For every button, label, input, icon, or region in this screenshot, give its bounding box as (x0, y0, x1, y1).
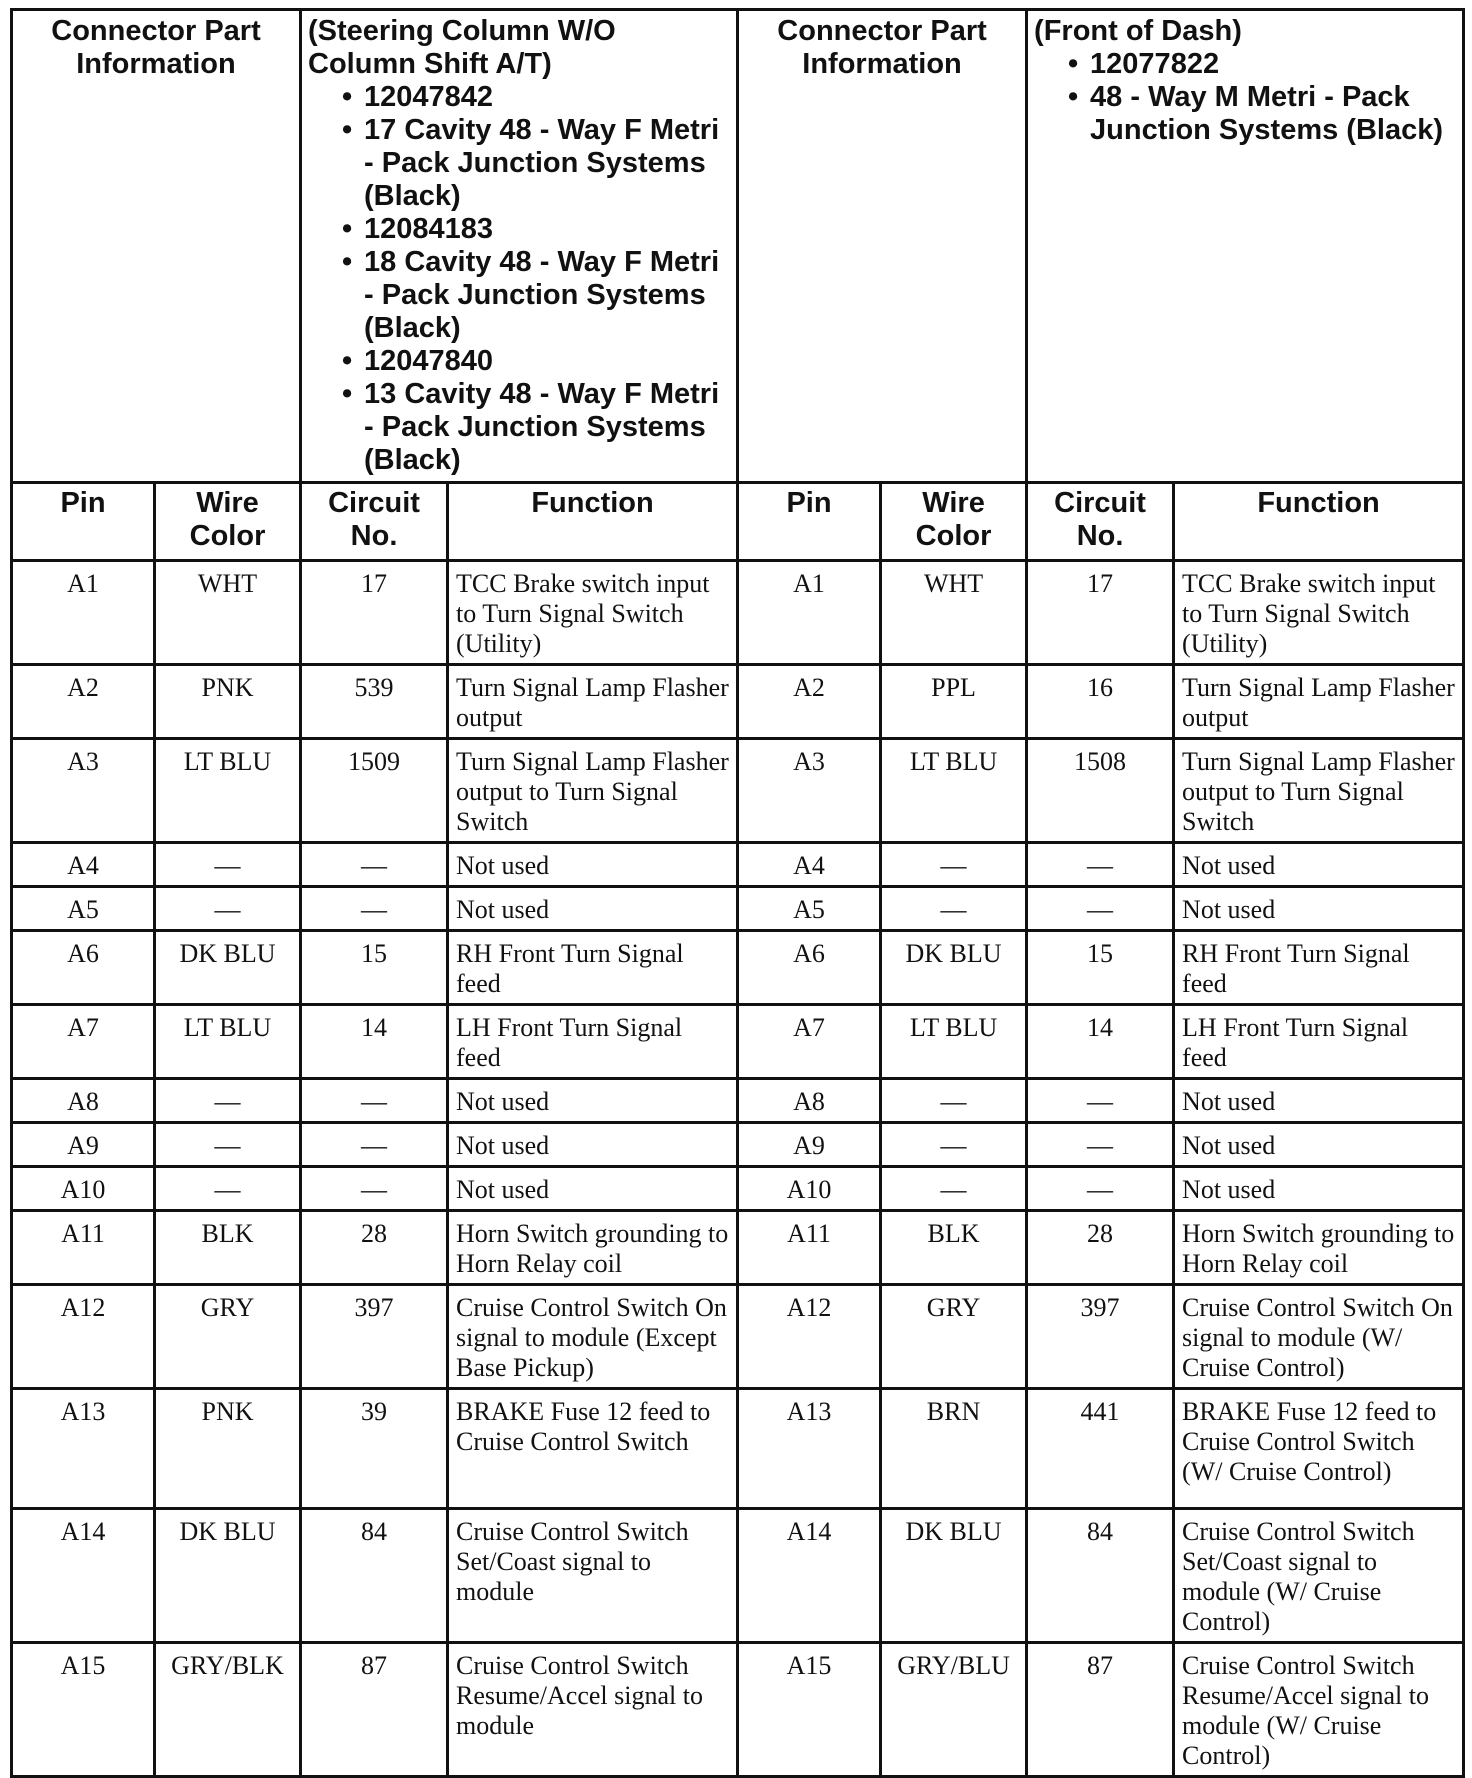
left-circuit-cell: 87 (301, 1643, 448, 1777)
right-function-cell: TCC Brake switch input to Turn Signal Switch (Utility) (1174, 561, 1464, 665)
left-part-item: • 18 Cavity 48 - Way F Metri - Pack Junction Systems (Black) (308, 246, 730, 345)
right-wire-color-cell: — (881, 887, 1027, 931)
right-pin-cell: A15 (738, 1643, 881, 1777)
right-circuit-cell: 441 (1027, 1389, 1174, 1509)
left-part-item: • 12047840 (308, 345, 730, 378)
right-circuit-cell: — (1027, 887, 1174, 931)
left-wire-color-cell: — (155, 1167, 301, 1211)
right-wire-color-cell: BLK (881, 1211, 1027, 1285)
connector-header-row (12, 10, 1464, 483)
right-function-cell: Not used (1174, 1123, 1464, 1167)
right-circuit-cell: 397 (1027, 1285, 1174, 1389)
right-circuit-cell: 84 (1027, 1509, 1174, 1643)
right-circuit-cell: — (1027, 1123, 1174, 1167)
left-part-item: • 12084183 (308, 213, 730, 246)
right-function-cell: Turn Signal Lamp Flasher output to Turn Signal Switch (1174, 739, 1464, 843)
right-function-cell: RH Front Turn Signal feed (1174, 931, 1464, 1005)
left-circuit-cell: — (301, 1079, 448, 1123)
left-function-cell: Turn Signal Lamp Flasher output (448, 665, 738, 739)
right-function-cell: Horn Switch grounding to Horn Relay coil (1174, 1211, 1464, 1285)
left-circuit-cell: — (301, 1123, 448, 1167)
right-function-cell: Not used (1174, 843, 1464, 887)
right-pin-cell: A13 (738, 1389, 881, 1509)
left-pin-cell: A12 (12, 1285, 155, 1389)
left-connector-info (301, 10, 738, 483)
right-pin-cell: A12 (738, 1285, 881, 1389)
left-function-cell: Cruise Control Switch Resume/Accel signal to module (448, 1643, 738, 1777)
wire-color-column-header: Wire Color (155, 483, 301, 561)
function-column-header: Function (448, 483, 738, 561)
right-function-cell: Turn Signal Lamp Flasher output (1174, 665, 1464, 739)
table-row (12, 1285, 1464, 1389)
table-row (12, 1389, 1464, 1509)
left-wire-color-cell: GRY (155, 1285, 301, 1389)
left-pin-cell: A7 (12, 1005, 155, 1079)
right-wire-color-cell: BRN (881, 1389, 1027, 1509)
table-row (12, 1643, 1464, 1777)
right-pin-cell: A14 (738, 1509, 881, 1643)
left-function-cell: Cruise Control Switch On signal to module (Except Base Pickup) (448, 1285, 738, 1389)
left-wire-color-cell: DK BLU (155, 931, 301, 1005)
left-circuit-cell: 28 (301, 1211, 448, 1285)
right-pin-cell: A8 (738, 1079, 881, 1123)
right-function-cell: Not used (1174, 887, 1464, 931)
pin-column-header: Pin (738, 483, 881, 561)
right-pin-cell: A7 (738, 1005, 881, 1079)
left-wire-color-cell: LT BLU (155, 739, 301, 843)
table-row (12, 561, 1464, 665)
right-pin-cell: A10 (738, 1167, 881, 1211)
left-wire-color-cell: — (155, 1079, 301, 1123)
left-pin-cell: A8 (12, 1079, 155, 1123)
right-pin-cell: A5 (738, 887, 881, 931)
left-pin-cell: A11 (12, 1211, 155, 1285)
left-function-cell: RH Front Turn Signal feed (448, 931, 738, 1005)
left-wire-color-cell: GRY/BLK (155, 1643, 301, 1777)
right-pin-cell: A4 (738, 843, 881, 887)
left-function-cell: Not used (448, 1079, 738, 1123)
right-wire-color-cell: DK BLU (881, 1509, 1027, 1643)
circuit-column-header: Circuit No. (301, 483, 448, 561)
left-pin-cell: A13 (12, 1389, 155, 1509)
left-pin-cell: A6 (12, 931, 155, 1005)
left-function-cell: Cruise Control Switch Set/Coast signal to module (448, 1509, 738, 1643)
left-circuit-cell: 15 (301, 931, 448, 1005)
right-wire-color-cell: LT BLU (881, 739, 1027, 843)
circuit-column-header: Circuit No. (1027, 483, 1174, 561)
right-circuit-cell: 17 (1027, 561, 1174, 665)
table-row (12, 1211, 1464, 1285)
right-pin-cell: A11 (738, 1211, 881, 1285)
right-pin-cell: A9 (738, 1123, 881, 1167)
right-wire-color-cell: PPL (881, 665, 1027, 739)
right-function-cell: Not used (1174, 1167, 1464, 1211)
left-pin-cell: A15 (12, 1643, 155, 1777)
right-circuit-cell: 15 (1027, 931, 1174, 1005)
table-row (12, 1079, 1464, 1123)
table-row (12, 739, 1464, 843)
right-circuit-cell: — (1027, 1167, 1174, 1211)
right-pin-cell: A1 (738, 561, 881, 665)
pin-column-header: Pin (12, 483, 155, 561)
left-part-item: • 12047842 (308, 81, 730, 114)
left-pin-cell: A14 (12, 1509, 155, 1643)
left-pin-cell: A9 (12, 1123, 155, 1167)
left-connector-label: Connector Part Information (12, 10, 301, 483)
left-circuit-cell: — (301, 1167, 448, 1211)
right-function-cell: Cruise Control Switch On signal to module (W/ Cruise Control) (1174, 1285, 1464, 1389)
left-connector-title: (Steering Column W/O Column Shift A/T) (308, 15, 616, 80)
function-column-header: Function (1174, 483, 1464, 561)
left-wire-color-cell: DK BLU (155, 1509, 301, 1643)
right-wire-color-cell: — (881, 843, 1027, 887)
right-circuit-cell: — (1027, 843, 1174, 887)
right-pin-cell: A6 (738, 931, 881, 1005)
column-header-row (12, 483, 1464, 561)
right-circuit-cell: 1508 (1027, 739, 1174, 843)
left-function-cell: Not used (448, 1167, 738, 1211)
left-pin-cell: A1 (12, 561, 155, 665)
left-function-cell: Not used (448, 843, 738, 887)
table-row (12, 1005, 1464, 1079)
right-wire-color-cell: GRY (881, 1285, 1027, 1389)
left-circuit-cell: 397 (301, 1285, 448, 1389)
left-circuit-cell: 14 (301, 1005, 448, 1079)
right-circuit-cell: 28 (1027, 1211, 1174, 1285)
left-function-cell: TCC Brake switch input to Turn Signal Switch (Utility) (448, 561, 738, 665)
left-circuit-cell: 539 (301, 665, 448, 739)
right-pin-cell: A2 (738, 665, 881, 739)
right-circuit-cell: 16 (1027, 665, 1174, 739)
right-wire-color-cell: WHT (881, 561, 1027, 665)
table-row (12, 1123, 1464, 1167)
table-row (12, 887, 1464, 931)
left-wire-color-cell: PNK (155, 665, 301, 739)
table-row (12, 931, 1464, 1005)
right-function-cell: Not used (1174, 1079, 1464, 1123)
left-pin-cell: A10 (12, 1167, 155, 1211)
left-circuit-cell: — (301, 887, 448, 931)
right-circuit-cell: 14 (1027, 1005, 1174, 1079)
left-function-cell: Not used (448, 887, 738, 931)
left-circuit-cell: 39 (301, 1389, 448, 1509)
table-row (12, 1167, 1464, 1211)
left-pin-cell: A5 (12, 887, 155, 931)
left-wire-color-cell: — (155, 1123, 301, 1167)
right-connector-info (1027, 10, 1464, 483)
left-function-cell: Horn Switch grounding to Horn Relay coil (448, 1211, 738, 1285)
right-connector-title: (Front of Dash) (1034, 15, 1242, 47)
right-part-item: • 12077822 (1034, 48, 1456, 81)
right-function-cell: BRAKE Fuse 12 feed to Cruise Control Switch (W/ Cruise Control) (1174, 1389, 1464, 1509)
connector-table (10, 8, 1465, 1778)
left-function-cell: Turn Signal Lamp Flasher output to Turn Signal Switch (448, 739, 738, 843)
left-pin-cell: A4 (12, 843, 155, 887)
right-pin-cell: A3 (738, 739, 881, 843)
left-wire-color-cell: WHT (155, 561, 301, 665)
connector-page (10, 8, 1462, 1778)
left-pin-cell: A3 (12, 739, 155, 843)
table-row (12, 665, 1464, 739)
right-function-cell: LH Front Turn Signal feed (1174, 1005, 1464, 1079)
left-function-cell: BRAKE Fuse 12 feed to Cruise Control Switch (448, 1389, 738, 1509)
left-wire-color-cell: — (155, 843, 301, 887)
left-pin-cell: A2 (12, 665, 155, 739)
left-circuit-cell: 84 (301, 1509, 448, 1643)
table-row (12, 1509, 1464, 1643)
left-function-cell: Not used (448, 1123, 738, 1167)
left-circuit-cell: 1509 (301, 739, 448, 843)
table-row (12, 843, 1464, 887)
right-wire-color-cell: — (881, 1079, 1027, 1123)
right-wire-color-cell: — (881, 1167, 1027, 1211)
left-wire-color-cell: PNK (155, 1389, 301, 1509)
right-circuit-cell: — (1027, 1079, 1174, 1123)
wire-color-column-header: Wire Color (881, 483, 1027, 561)
left-wire-color-cell: LT BLU (155, 1005, 301, 1079)
left-wire-color-cell: — (155, 887, 301, 931)
right-function-cell: Cruise Control Switch Set/Coast signal to module (W/ Cruise Control) (1174, 1509, 1464, 1643)
left-function-cell: LH Front Turn Signal feed (448, 1005, 738, 1079)
left-wire-color-cell: BLK (155, 1211, 301, 1285)
right-wire-color-cell: GRY/BLU (881, 1643, 1027, 1777)
left-circuit-cell: — (301, 843, 448, 887)
right-wire-color-cell: — (881, 1123, 1027, 1167)
right-wire-color-cell: LT BLU (881, 1005, 1027, 1079)
right-wire-color-cell: DK BLU (881, 931, 1027, 1005)
right-circuit-cell: 87 (1027, 1643, 1174, 1777)
left-part-item: • 13 Cavity 48 - Way F Metri - Pack Junction Systems (Black) (308, 378, 730, 477)
right-function-cell: Cruise Control Switch Resume/Accel signal to module (W/ Cruise Control) (1174, 1643, 1464, 1777)
left-part-item: • 17 Cavity 48 - Way F Metri - Pack Junction Systems (Black) (308, 114, 730, 213)
right-part-item: • 48 - Way M Metri - Pack Junction Systems (Black) (1034, 81, 1456, 147)
right-connector-label: Connector Part Information (738, 10, 1027, 483)
left-circuit-cell: 17 (301, 561, 448, 665)
